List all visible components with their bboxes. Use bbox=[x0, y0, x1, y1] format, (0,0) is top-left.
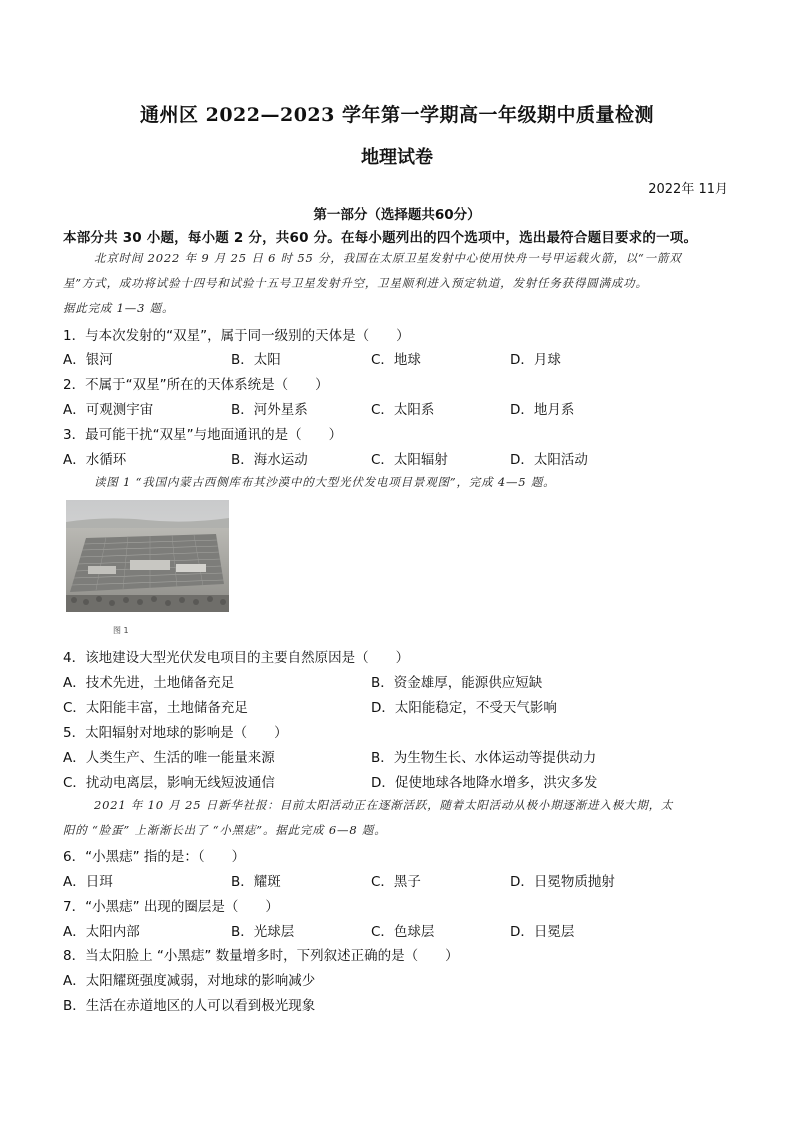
q6-option-c[interactable]: C．黑子 bbox=[371, 874, 421, 890]
q7-stem: 7．“小黑痣” 出现的圈层是（ ） bbox=[63, 899, 279, 915]
q2-option-c[interactable]: C．太阳系 bbox=[371, 402, 435, 418]
q5-option-c[interactable]: C．扰动电离层，影响无线短波通信 bbox=[63, 775, 275, 791]
q5-option-a[interactable]: A．人类生产、生活的唯一能量来源 bbox=[63, 750, 275, 766]
q5-option-b[interactable]: B．为生物生长、水体运动等提供动力 bbox=[371, 750, 597, 766]
q6-option-a[interactable]: A．日珥 bbox=[63, 874, 113, 890]
q8-option-b[interactable]: B．生活在赤道地区的人可以看到极光现象 bbox=[63, 998, 316, 1014]
q8-option-a[interactable]: A．太阳耀斑强度减弱，对地球的影响减少 bbox=[63, 973, 316, 989]
q7-option-a[interactable]: A．太阳内部 bbox=[63, 924, 140, 940]
q3-option-c[interactable]: C．太阳辐射 bbox=[371, 452, 448, 468]
passage3-line2: 阳的 “脸蛋” 上渐渐长出了 “小黑痣”。据此完成 6—8 题。 bbox=[63, 823, 387, 837]
q2-stem: 2．不属于“双星”所在的天体系统是（ ） bbox=[63, 377, 329, 393]
q4-option-c[interactable]: C．太阳能丰富，土地储备充足 bbox=[63, 700, 248, 716]
q2-option-a[interactable]: A．可观测宇宙 bbox=[63, 402, 154, 418]
section-heading: 第一部分（选择题共60分） bbox=[313, 207, 481, 223]
section-instruction: 本部分共 30 小题，每小题 2 分，共60 分。在每小题列出的四个选项中，选出最符合题目要求的一项。 bbox=[63, 230, 698, 246]
exam-date: 2022年 11月 bbox=[648, 182, 728, 197]
q6-stem: 6．“小黑痣” 指的是：（ ） bbox=[63, 849, 246, 865]
passage2-line1: 读图 1 “我国内蒙古西侧库布其沙漠中的大型光伏发电项目景观图”，完成 4—5 题。 bbox=[94, 475, 556, 489]
passage1-line1: 北京时间 2022 年 9 月 25 日 6 时 55 分，我国在太原卫星发射中心使用快舟一号甲运载火箭，以“一箭双 bbox=[94, 251, 682, 265]
q4-option-d[interactable]: D．太阳能稳定，不受天气影响 bbox=[371, 700, 557, 716]
q2-option-d[interactable]: D．地月系 bbox=[510, 402, 575, 418]
q1-stem: 1．与本次发射的“双星”，属于同一级别的天体是（ ） bbox=[63, 328, 410, 344]
q4-option-a[interactable]: A．技术先进，土地储备充足 bbox=[63, 675, 235, 691]
solar-farm-photo bbox=[66, 500, 229, 612]
q7-option-b[interactable]: B．光球层 bbox=[231, 924, 295, 940]
q3-option-a[interactable]: A．水循环 bbox=[63, 452, 127, 468]
passage1-line2: 星”方式，成功将试验十四号和试验十五号卫星发射升空，卫星顺利进入预定轨道，发射任务获得圆满成功。 bbox=[63, 276, 648, 290]
q6-option-d[interactable]: D．日冕物质抛射 bbox=[510, 874, 615, 890]
q4-stem: 4．该地建设大型光伏发电项目的主要自然原因是（ ） bbox=[63, 650, 410, 666]
q1-option-a[interactable]: A．银河 bbox=[63, 352, 113, 368]
q3-option-d[interactable]: D．太阳活动 bbox=[510, 452, 588, 468]
q4-option-b[interactable]: B．资金雄厚，能源供应短缺 bbox=[371, 675, 543, 691]
q1-option-d[interactable]: D．月球 bbox=[510, 352, 561, 368]
q8-stem: 8．当太阳脸上 “小黑痣” 数量增多时，下列叙述正确的是（ ） bbox=[63, 948, 459, 964]
q5-stem: 5．太阳辐射对地球的影响是（ ） bbox=[63, 725, 288, 741]
q5-option-d[interactable]: D．促使地球各地降水增多，洪灾多发 bbox=[371, 775, 598, 791]
passage3-line1: 2021 年 10 月 25 日新华社报：目前太阳活动正在逐渐活跃，随着太阳活动从极小期逐渐进入极大期，太 bbox=[94, 798, 674, 812]
exam-subtitle: 地理试卷 bbox=[361, 147, 433, 168]
exam-title: 通州区 2022—2023 学年第一学期高一年级期中质量检测 bbox=[140, 104, 654, 126]
q3-stem: 3．最可能干扰“双星”与地面通讯的是（ ） bbox=[63, 427, 343, 443]
q6-option-b[interactable]: B．耀斑 bbox=[231, 874, 281, 890]
passage1-line3: 据此完成 1—3 题。 bbox=[63, 301, 175, 315]
q1-option-b[interactable]: B．太阳 bbox=[231, 352, 281, 368]
figure-caption: 图 1 bbox=[113, 626, 129, 635]
q3-option-b[interactable]: B．海水运动 bbox=[231, 452, 308, 468]
q7-option-c[interactable]: C．色球层 bbox=[371, 924, 435, 940]
q1-option-c[interactable]: C．地球 bbox=[371, 352, 421, 368]
q7-option-d[interactable]: D．日冕层 bbox=[510, 924, 575, 940]
q2-option-b[interactable]: B．河外星系 bbox=[231, 402, 308, 418]
